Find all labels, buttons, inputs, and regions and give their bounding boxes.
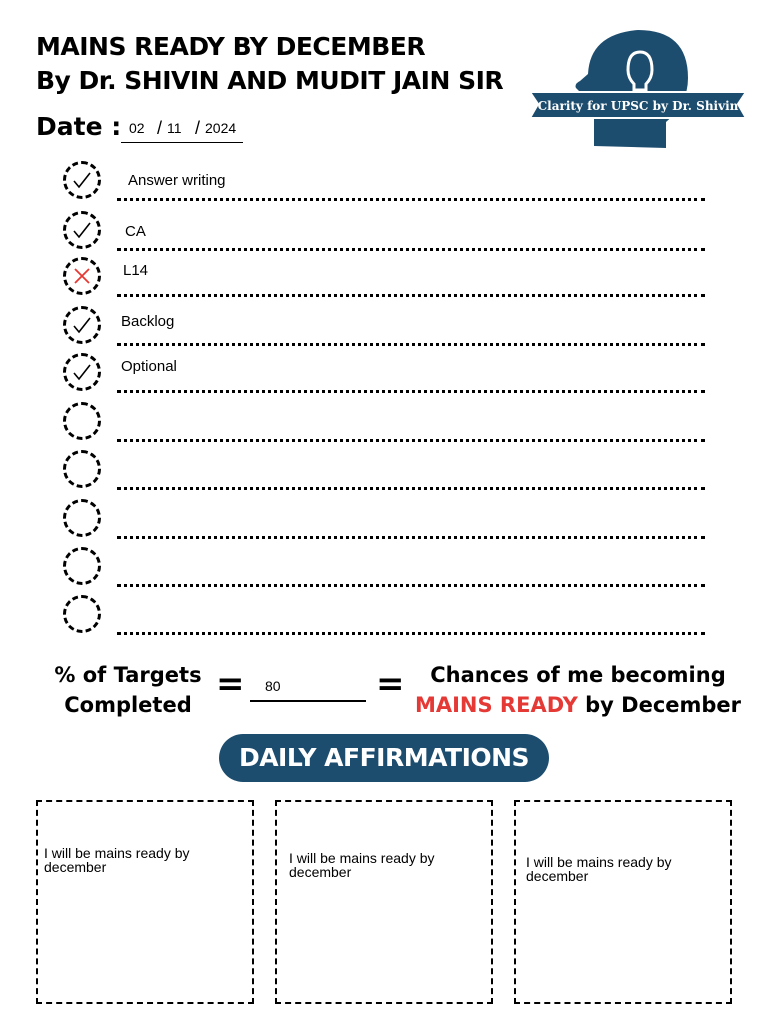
task-write-line[interactable] — [117, 343, 705, 346]
targets-label-line2: Completed — [64, 693, 192, 717]
task-row — [0, 158, 768, 206]
task-write-line[interactable] — [117, 248, 705, 251]
task-checkbox[interactable] — [63, 499, 101, 537]
task-row — [0, 303, 768, 351]
affirmation-text: I will be mains ready by december — [526, 854, 672, 884]
date-separator: / — [195, 118, 201, 138]
cross-icon — [72, 266, 92, 286]
page-subtitle: By Dr. SHIVIN AND MUDIT JAIN SIR — [36, 66, 504, 95]
task-row — [0, 254, 768, 302]
equals-sign: = — [216, 664, 245, 704]
targets-label — [40, 660, 216, 720]
date-year: 2024 — [205, 120, 237, 136]
task-text: Answer writing — [128, 172, 226, 189]
task-write-line[interactable] — [117, 198, 705, 201]
checkmark-icon — [72, 220, 92, 240]
task-checkbox[interactable] — [63, 353, 101, 391]
date-day: 02 — [129, 120, 145, 136]
mains-ready-highlight: MAINS READY — [414, 693, 578, 717]
task-checkbox[interactable] — [63, 211, 101, 249]
affirmation-text: I will be mains ready by december — [44, 845, 190, 875]
task-checkbox[interactable] — [63, 306, 101, 344]
equals-sign: = — [376, 664, 405, 704]
task-write-line[interactable] — [117, 632, 705, 635]
task-checkbox[interactable] — [63, 547, 101, 585]
affirmations-banner: DAILY AFFIRMATIONS — [219, 734, 549, 782]
head-silhouette-icon — [576, 30, 689, 148]
task-text: L14 — [123, 262, 149, 279]
task-write-line[interactable] — [117, 439, 705, 442]
task-checkbox[interactable] — [63, 450, 101, 488]
chances-label-line2 — [408, 690, 748, 720]
date-field[interactable] — [121, 120, 243, 143]
logo — [528, 26, 748, 148]
task-checkbox[interactable] — [63, 161, 101, 199]
task-row — [0, 350, 768, 398]
by-december-text: by December — [577, 693, 742, 717]
task-write-line[interactable] — [117, 584, 705, 587]
affirmation-box[interactable] — [514, 800, 732, 1004]
affirmation-text: I will be mains ready by december — [289, 850, 435, 880]
checkmark-icon — [72, 362, 92, 382]
date-label: Date : — [36, 112, 122, 141]
task-write-line[interactable] — [117, 294, 705, 297]
task-text: CA — [125, 223, 146, 240]
task-write-line[interactable] — [117, 390, 705, 393]
task-write-line[interactable] — [117, 487, 705, 490]
chances-label — [408, 660, 748, 720]
logo-text: Clarity for UPSC by Dr. Shivin — [537, 99, 739, 113]
task-row — [0, 544, 768, 592]
task-text: Backlog — [121, 313, 175, 330]
page-title: MAINS READY BY DECEMBER — [36, 32, 426, 61]
task-row — [0, 208, 768, 256]
percentage-value: 80 — [265, 678, 281, 694]
checkmark-icon — [72, 315, 92, 335]
task-checkbox[interactable] — [63, 257, 101, 295]
task-checkbox[interactable] — [63, 595, 101, 633]
task-checkbox[interactable] — [63, 402, 101, 440]
date-separator: / — [157, 118, 163, 138]
task-write-line[interactable] — [117, 536, 705, 539]
task-text: Optional — [121, 358, 177, 375]
task-row — [0, 399, 768, 447]
date-month: 11 — [167, 120, 182, 136]
percentage-blank[interactable] — [250, 700, 366, 702]
affirmation-box[interactable] — [36, 800, 254, 1004]
affirmation-box[interactable] — [275, 800, 493, 1004]
task-row — [0, 592, 768, 640]
chances-label-line1: Chances of me becoming — [430, 663, 726, 687]
checkmark-icon — [72, 170, 92, 190]
task-row — [0, 447, 768, 495]
task-row — [0, 496, 768, 544]
targets-label-line1: % of Targets — [54, 663, 202, 687]
